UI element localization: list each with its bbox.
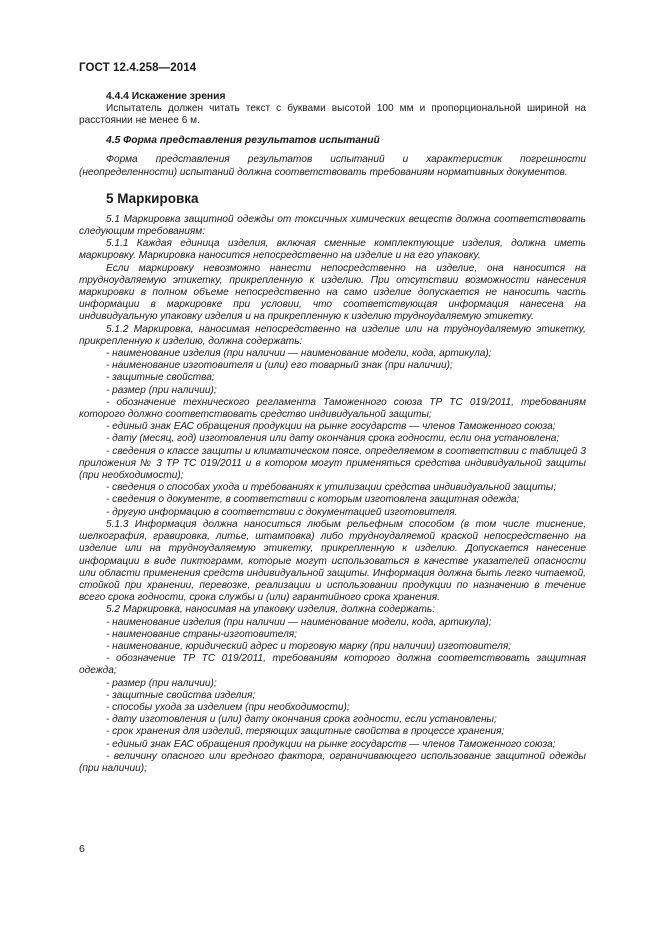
list-item: - защитные свойства;	[106, 372, 215, 384]
list-item: - наименование изготовителя и (или) его товарный знак (при наличии);	[106, 360, 453, 372]
para-5-1-3: 5.1.3 Информация должна наноситься любым рельефным способом (в том числе тиснение, шелкография, гравировка, литье, штамповка) либо трудноудаляемой краской непосредственно на изделие или на трудноудаляемую этикетку, прикрепленную к изделию. Допускается нанесение информации в виде пиктограмм, которые могут использоваться в качестве указателей опасности или области применения средств индивидуальной защиты. Информация должна быть легко читаемой, стойкой при хранении, перевозке, реализации и использовании продукции по назначению в течение всего срока годности, срока службы и (или) гарантийного срока хранения.	[79, 518, 586, 604]
list-item: - единый знак ЕАС обращения продукции на рынке государств — членов Таможенного союза;	[106, 421, 556, 433]
list-item: - сведения о документе, в соответствии с которым изготовлена защитная одежда;	[106, 494, 520, 506]
list-item: - сведения о классе защиты и климатическом поясе, определяемом в соответствии с таблицей 3 приложения № 3 ТР ТС 019/2011 и в котором могут применяться средства индивидуальной защиты (при необходимости);	[79, 445, 586, 482]
list-item: - другую информацию в соответствии с документацией изготовителя.	[106, 506, 458, 518]
list-item: - размер (при наличии);	[106, 677, 217, 689]
para-5-1-2: 5.1.2 Маркировка, наносимая непосредственно на изделие или на трудноудаляемую этикетку, прикрепленную к изделию, должна содержать:	[79, 323, 586, 347]
list-item: - размер (при наличии);	[106, 384, 217, 396]
list-item: - сведения о способах ухода и требованиях к утилизации средства индивидуальной защиты;	[106, 482, 557, 494]
list-5-1-2	[79, 348, 586, 519]
list-item: - наименование изделия (при наличии — наименование модели, кода, артикула);	[106, 348, 492, 360]
section-45-text: Форма представления результатов испытаний и характеристик погрешности (неопределенности) испытаний должна соответствовать требованиям нормативных документов.	[79, 154, 586, 178]
para-5-1-1: 5.1.1 Каждая единица изделия, включая сменные комплектующие изделия, должна иметь маркировку. Маркировка наносится непосредственно на изделие и на его упаковку.	[79, 238, 586, 262]
page-content	[79, 90, 586, 775]
section-5-title: 5 Маркировка	[106, 190, 199, 206]
list-item: - обозначение ТР ТС 019/2011, требованиям которого должна соответствовать защитная одежда;	[79, 653, 586, 677]
list-item: - наименование, юридический адрес и торговую марку (при наличии) изготовителя;	[106, 640, 512, 652]
list-5-2	[79, 617, 586, 776]
list-item: - дату (месяц, год) изготовления или дату окончания срока годности, если она установлена;	[106, 433, 560, 445]
list-item: - защитные свойства изделия;	[106, 689, 256, 701]
list-item: - наименование изделия (при наличии — наименование модели, кода, артикула);	[106, 616, 492, 628]
para-5-2: 5.2 Маркировка, наносимая на упаковку изделия, должна содержать:	[106, 604, 435, 616]
list-item: - срок хранения для изделий, теряющих защитные свойства в процессе хранения;	[106, 726, 505, 738]
list-item: - величину опасного или вредного фактора, ограничивающего использование защитной одежды (при наличии);	[79, 750, 586, 774]
list-item: - способы ухода за изделием (при необходимости);	[106, 701, 350, 713]
list-item: - наименование страны-изготовителя;	[106, 628, 297, 640]
document-code-header: ГОСТ 12.4.258—2014	[79, 62, 197, 74]
section-444-text: Испытатель должен читать текст с буквами высотой 100 мм и пропорциональной шириной на расстоянии не менее 6 м.	[79, 103, 586, 127]
para-5-1-1-b: Если маркировку невозможно нанести непосредственно на изделие, она наносится на трудноудаляемую этикетку, прикрепленную к изделию. При отсутствии возможности нанесения маркировки в полном объеме непосредственно на само изделие допускается не наносить часть информации в маркировке при условии, что соответствующая информация нанесена на индивидуальную упаковку изделия и на прикрепленную к изделию трудноудаляемую этикетку.	[79, 262, 586, 323]
section-45-title: 4.5 Форма представления результатов испытаний	[106, 135, 380, 147]
list-item: - единый знак ЕАС обращения продукции на рынке государств — членов Таможенного союза;	[106, 738, 556, 750]
section-444-title: 4.4.4 Искажение зрения	[106, 91, 226, 102]
para-5-1: 5.1 Маркировка защитной одежды от токсичных химических веществ должна соответствовать следующим требованиям:	[79, 213, 586, 238]
list-item: - дату изготовления и (или) дату окончания срока годности, если установлены;	[106, 714, 497, 726]
list-item: - обозначение технического регламента Таможенного союза ТР ТС 019/2011, требованиям которого должно соответствовать средство индивидуальной защиты;	[79, 396, 586, 421]
page-number: 6	[79, 843, 85, 855]
